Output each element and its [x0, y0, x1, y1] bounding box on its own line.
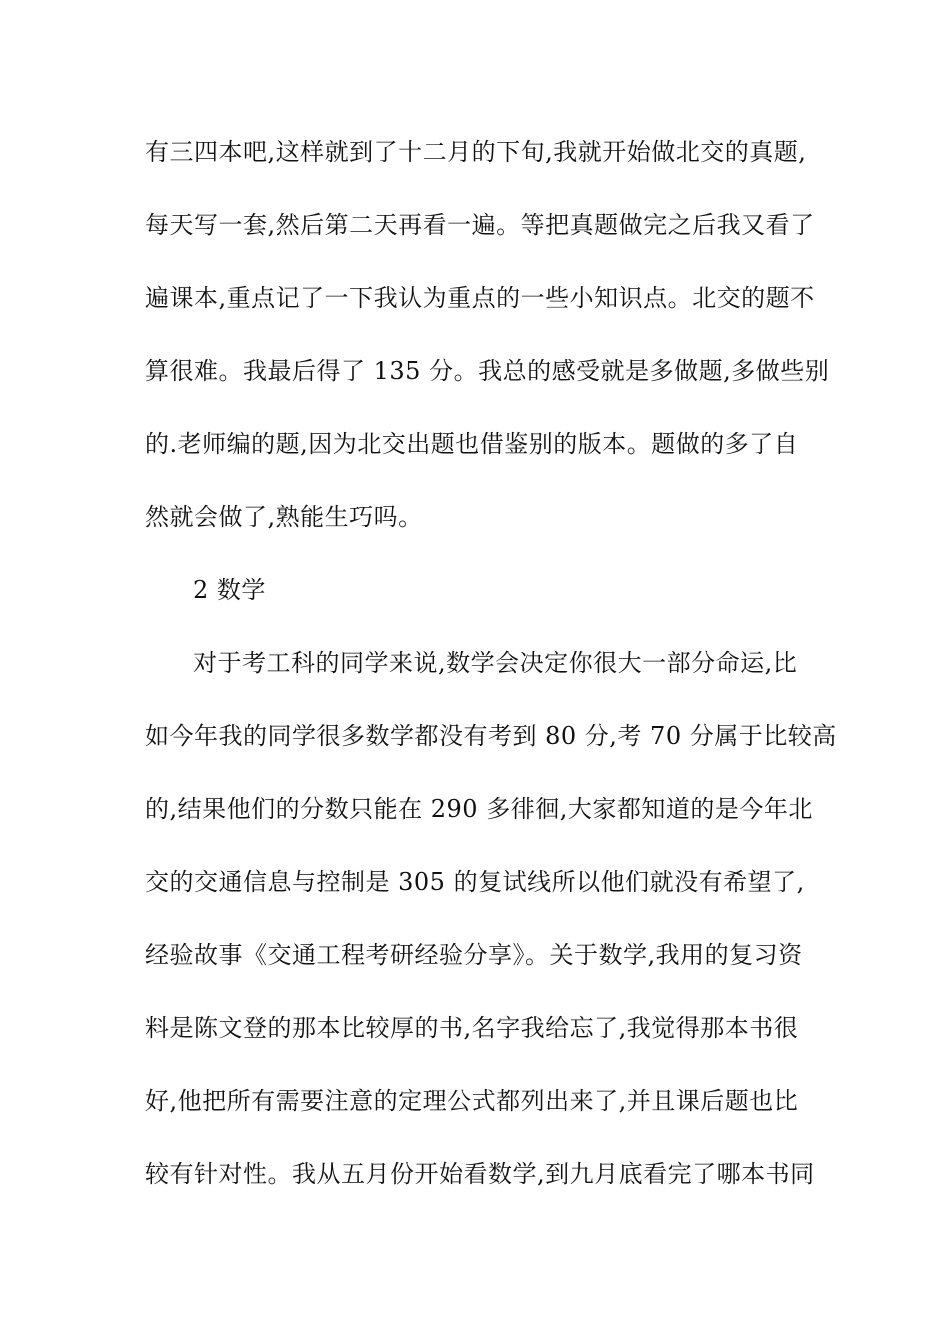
text-line: 较有针对性。我从五月份开始看数学,到九月底看完了哪本书同 — [145, 1160, 815, 1188]
text-line: 如今年我的同学很多数学都没有考到 80 分,考 70 分属于比较高 — [145, 722, 837, 750]
text-line: 的.老师编的题,因为北交出题也借鉴别的版本。题做的多了自 — [145, 430, 799, 458]
text-line: 对于考工科的同学来说,数学会决定你很大一部分命运,比 — [193, 649, 798, 677]
text-line: 交的交通信息与控制是 305 的复试线所以他们就没有希望了, — [145, 868, 805, 896]
text-line: 的,结果他们的分数只能在 290 多徘徊,大家都知道的是今年北 — [145, 795, 813, 823]
text-line: 经验故事《交通工程考研经验分享》。关于数学,我用的复习资 — [145, 941, 803, 969]
section-heading: 2 数学 — [193, 576, 266, 604]
text-line: 有三四本吧,这样就到了十二月的下旬,我就开始做北交的真题, — [145, 138, 807, 166]
text-line: 遍课本,重点记了一下我认为重点的一些小知识点。北交的题不 — [145, 284, 815, 312]
text-line: 算很难。我最后得了 135 分。我总的感受就是多做题,多做些别 — [145, 357, 830, 385]
text-line: 料是陈文登的那本比较厚的书,名字我给忘了,我觉得那本书很 — [145, 1014, 799, 1042]
text-line: 每天写一套,然后第二天再看一遍。等把真题做完之后我又看了 — [145, 211, 815, 239]
text-line: 好,他把所有需要注意的定理公式都列出来了,并且课后题也比 — [145, 1087, 799, 1115]
text-line: 然就会做了,熟能生巧吗。 — [145, 503, 423, 531]
